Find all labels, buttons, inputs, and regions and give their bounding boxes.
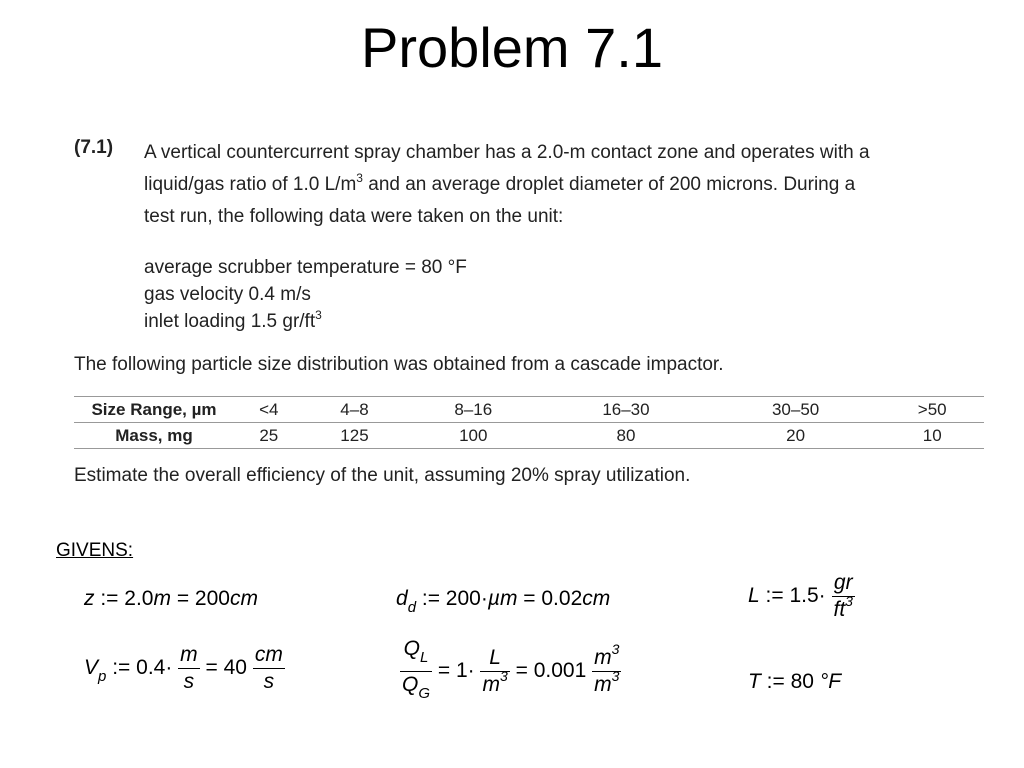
table-cell: 30–50 [711, 397, 881, 423]
given-inlet-loading: L := 1.5· $\frac{gr}{ft^3}$ [748, 571, 853, 621]
table-cell: 25 [234, 423, 304, 449]
table-cell: 80 [541, 423, 711, 449]
table-row [74, 423, 984, 449]
problem-line-2: liquid/gas ratio of 1.0 $L/m^3$ and an average droplet diameter of 200 microns. During a [144, 171, 856, 195]
table-row [74, 397, 984, 423]
table-cell: 20 [711, 423, 881, 449]
given-liquid-gas-ratio: $\frac{Q_L}{Q_G}$ = 1· $\frac{L}{m^3}$ = 0.001 $\frac{m^3}{m^3}$ [402, 637, 620, 702]
given-droplet-diameter: $d_d$ := 200·µm = 0.02cm [396, 587, 611, 616]
table-cell: 4–8 [304, 397, 406, 423]
given-temperature: T := 80 °F [748, 670, 842, 693]
distribution-intro: The following particle size distribution was obtained from a cascade impactor. [74, 354, 724, 375]
problem-number: (7.1) [74, 137, 114, 158]
table-cell: <4 [234, 397, 304, 423]
problem-line-1: A vertical countercurrent spray chamber has a 2.0-m contact zone and operates with a [144, 142, 870, 163]
table-cell: 100 [405, 423, 541, 449]
table-cell: 8–16 [405, 397, 541, 423]
table-cell: 125 [304, 423, 406, 449]
estimate-instruction: Estimate the overall efficiency of the unit, assuming 20% spray utilization. [74, 465, 691, 486]
loading-fraction: $\frac{gr}{ft^3}$ [833, 571, 853, 621]
given-z: z := 2.0m = 200cm [84, 587, 258, 610]
size-distribution-table [74, 396, 984, 449]
table-cell: >50 [880, 397, 984, 423]
given-gas-velocity: $V_p$ := 0.4· $\frac{m}{s}$ = 40 $\frac{cm}{s}$ [84, 643, 283, 693]
table-cell: 10 [880, 423, 984, 449]
test-run-data [144, 254, 467, 335]
table-cell: 16–30 [541, 397, 711, 423]
temperature-line: average scrubber temperature = 80 °F [144, 257, 467, 278]
page-title: Problem 7.1 [361, 16, 663, 79]
mass-header: Mass, mg [74, 423, 234, 449]
size-range-header: Size Range, µm [74, 397, 234, 423]
problem-text [144, 137, 974, 233]
velocity-line: gas velocity 0.4 m/s [144, 284, 311, 305]
problem-line-3: test run, the following data were taken on the unit: [144, 206, 564, 227]
givens-heading: GIVENS: [56, 540, 134, 561]
loading-line: inlet loading 1.5 $gr/ft^3$ [144, 308, 322, 332]
